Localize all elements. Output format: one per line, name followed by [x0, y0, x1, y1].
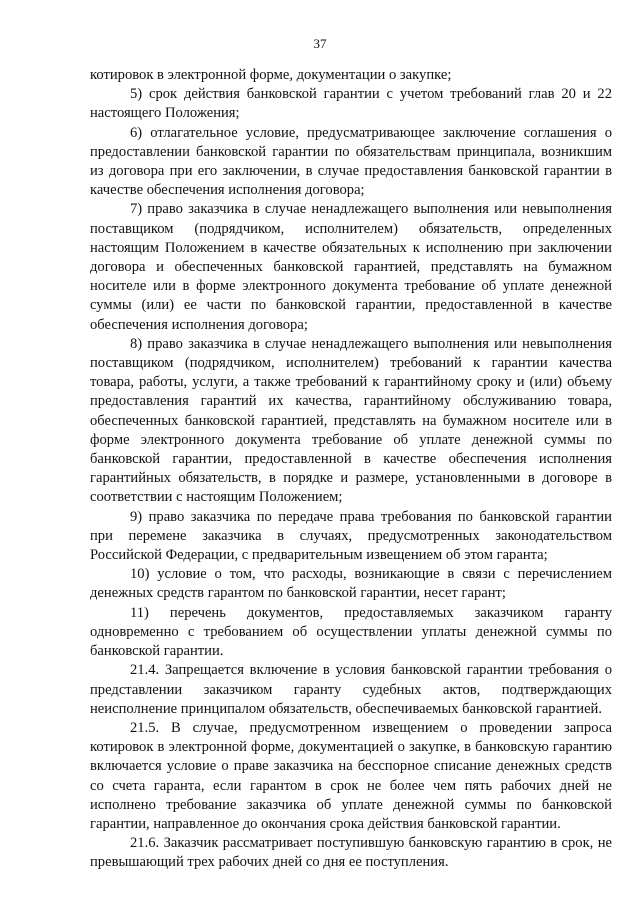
paragraph-item-5: 5) срок действия банковской гарантии с учетом требований глав 20 и 22 настоящего Положения;	[90, 86, 612, 122]
paragraph-item-10: 10) условие о том, что расходы, возникающие в связи с перечислением денежных средств гарантом по банковской гарантии, несет гарант;	[90, 566, 612, 602]
paragraph-21-4: 21.4. Запрещается включение в условия банковской гарантии требования о представлении заказчиком гаранту судебных актов, подтверждающих неисполнение принципалом обязательств, обеспечиваемых банковской гарантией.	[90, 662, 612, 717]
document-body	[90, 66, 612, 873]
paragraph-item-11: 11) перечень документов, предоставляемых заказчиком гаранту одновременно с требованием об осуществлении уплаты денежной суммы по банковской гарантии.	[90, 604, 612, 660]
paragraph-21-6: 21.6. Заказчик рассматривает поступившую банковскую гарантию в срок, не превышающий трех рабочих дней со дня ее поступления.	[90, 835, 612, 871]
paragraph-item-8: 8) право заказчика в случае ненадлежащего выполнения или невыполнения поставщиком (подрядчиком, исполнителем) требований к гарантии качества товара, работы, услуги, а также требований к гарантийному сроку и (или) объему предоставления гарантий их качества, гарантийному обслуживанию товара, обеспеченных банковской гарантией, представлять на бумажном носителе или в форме электронного документа требование об уплате денежной суммы по банковской гарантии, предоставленной в качестве обеспечения исполнения гарантийных обязательств, в порядке и размере, установленными в договоре в соответствии с настоящим Положением;	[90, 335, 612, 506]
paragraph-continuation: котировок в электронной форме, документации о закупке;	[90, 67, 452, 83]
paragraph-item-7: 7) право заказчика в случае ненадлежащего выполнения или невыполнения поставщиком (подрядчиком, исполнителем) обязательств, определенных настоящим Положением в качестве обязательных к исполнению при заключении договора и обеспеченных банковской гарантией, представлять на бумажном носителе или в форме электронного документа требование об уплате денежной суммы (или) ее части по банковской гарантии, предоставленной в качестве обеспечения исполнения договора;	[90, 201, 612, 333]
page-number: 37	[313, 36, 327, 51]
paragraph-item-6: 6) отлагательное условие, предусматривающее заключение соглашения о предоставлении банковской гарантии по обязательствам принципала, возникшим из договора при его заключении, в случае предоставления банковской гарантии в качестве обеспечения исполнения договора;	[90, 124, 612, 199]
paragraph-21-5: 21.5. В случае, предусмотренном извещением о проведении запроса котировок в электронной форме, документацией о закупке, в банковскую гарантию включается условие о праве заказчика на бесспорное списание денежных средств со счета гаранта, если гарантом в срок не более чем пять рабочих дней не исполнено требование заказчика об уплате денежной суммы по банковской гарантии, направленное до окончания срока действия банковской гарантии.	[90, 719, 612, 832]
paragraph-item-9: 9) право заказчика по передаче права требования по банковской гарантии при перемене заказчика в случаях, предусмотренных законодательством Российской Федерации, с предварительным извещением об этом гаранта;	[90, 508, 612, 564]
